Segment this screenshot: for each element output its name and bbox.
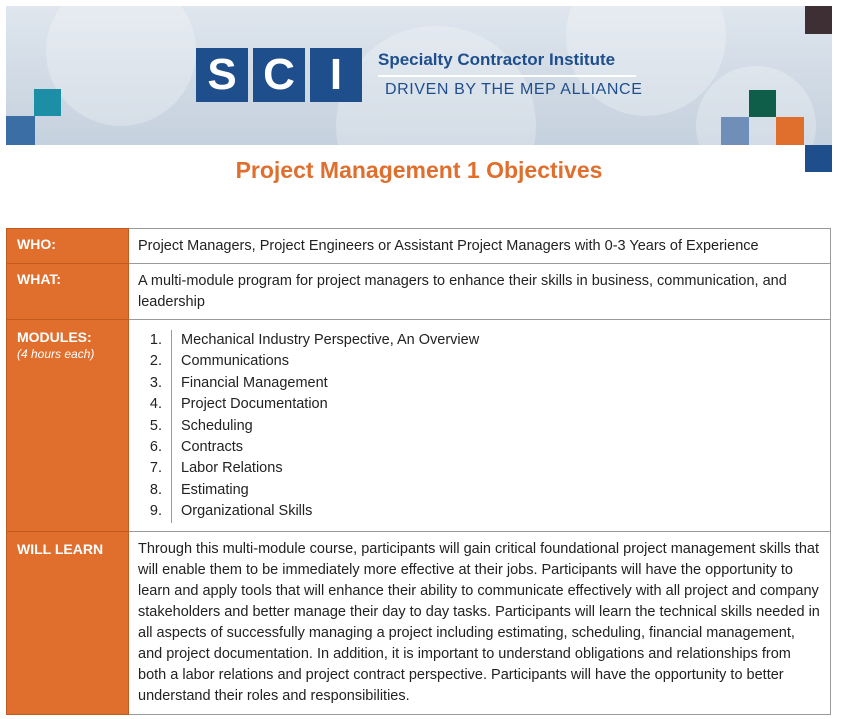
objectives-table: [6, 228, 831, 715]
modules-label: MODULES:: [17, 329, 92, 345]
logo-letter-c: C: [253, 48, 305, 102]
who-label: WHO:: [7, 229, 129, 264]
logo-letter-i: I: [310, 48, 362, 102]
module-number: 1.: [138, 330, 172, 351]
module-name: Financial Management: [181, 374, 328, 391]
modules-list: [138, 330, 822, 523]
module-number: 6.: [138, 437, 172, 458]
decorative-square: [6, 116, 35, 145]
decorative-bubble: [46, 6, 196, 126]
org-name: Specialty Contractor Institute: [378, 50, 616, 69]
module-number: 7.: [138, 458, 172, 479]
module-number: 9.: [138, 501, 172, 522]
module-name: Contracts: [181, 439, 244, 456]
row-what: [7, 264, 831, 320]
module-number: 3.: [138, 373, 172, 394]
module-name: Organizational Skills: [181, 503, 313, 520]
what-value: A multi-module program for project managers to enhance their skills in business, communication, and leadership: [129, 264, 831, 320]
decorative-square: [749, 90, 776, 117]
row-will-learn: [7, 531, 831, 714]
page-title: Project Management 1 Objectives: [235, 157, 603, 183]
module-name: Communications: [181, 353, 289, 370]
header-banner: [6, 6, 832, 145]
decorative-square: [805, 6, 832, 34]
module-name: Labor Relations: [181, 460, 283, 477]
decorative-square: [721, 117, 749, 145]
module-number: 4.: [138, 394, 172, 415]
who-value: Project Managers, Project Engineers or Assistant Project Managers with 0-3 Years of Experience: [129, 229, 831, 264]
decorative-square: [776, 117, 804, 145]
module-number: 8.: [138, 480, 172, 501]
will-learn-label: WILL LEARN: [7, 531, 129, 714]
tagline: DRIVEN BY THE MEP ALLIANCE: [385, 81, 643, 98]
logo-divider: [378, 75, 636, 77]
row-modules: [7, 320, 831, 532]
module-number: 2.: [138, 351, 172, 372]
module-name: Scheduling: [181, 417, 253, 434]
decorative-square: [34, 89, 61, 116]
what-label: WHAT:: [7, 264, 129, 320]
modules-value: [129, 320, 831, 532]
logo-letter-s: S: [196, 48, 248, 102]
row-who: [7, 229, 831, 264]
module-name: Project Documentation: [181, 396, 328, 413]
module-number: 5.: [138, 416, 172, 437]
modules-sublabel: (4 hours each): [17, 347, 95, 361]
module-name: Mechanical Industry Perspective, An Overview: [181, 332, 480, 348]
modules-label-cell: [7, 320, 129, 532]
module-name: Estimating: [181, 481, 249, 498]
will-learn-value: Through this multi-module course, participants will gain critical foundational project management skills that will enable them to be immediately more effective at their jobs. Participants will have the opportunity to learn and apply tools that will enhance their ability to communicate effectively with all project and company stakeholders and better manage their day to day tasks. Participants will learn the technical skills needed in all aspects of successfully managing a project including estimating, scheduling, financial management, and project documentation. In addition, it is important to understand obligations and relationships from both a labor relations and project contract perspective. Participants will have the opportunity to better understand their roles and responsibilities.: [129, 531, 831, 714]
